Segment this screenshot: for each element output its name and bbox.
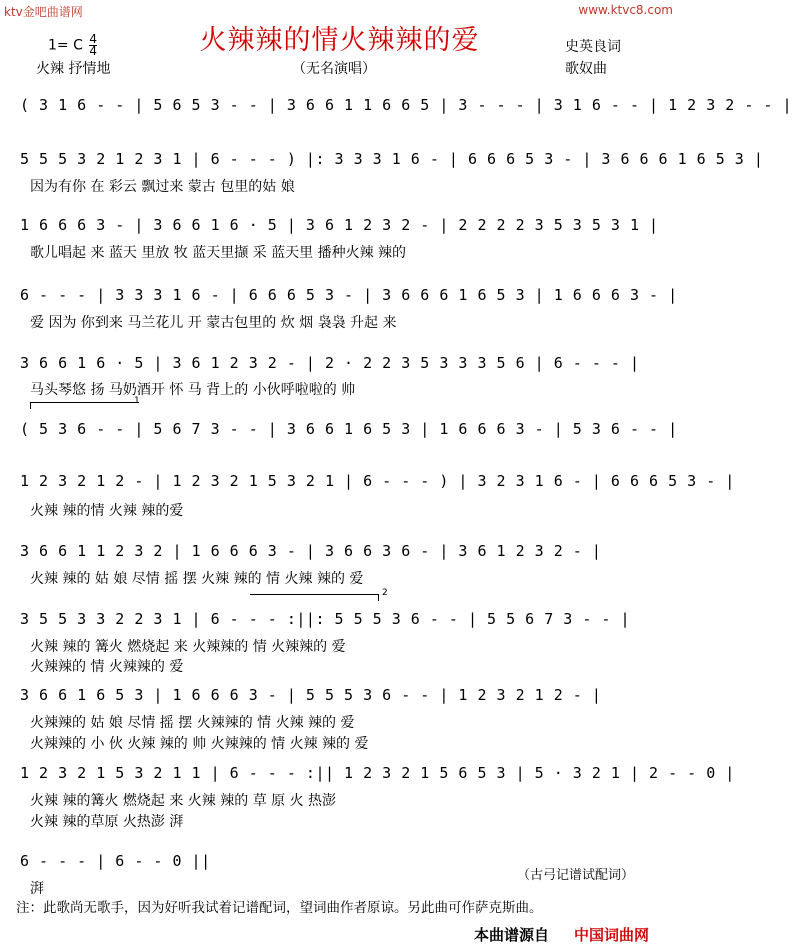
notation-line-7: 1 2 3 2 1 2 - | 1 2 3 2 1 5 3 2 1 | 6 - - - ) | 3 2 3 1 6 - | 6 6 6 5 3 - | <box>20 472 735 490</box>
composer: 歌奴曲 <box>565 61 607 77</box>
volta-bracket-2 <box>250 594 379 601</box>
volta-label-2: 2 <box>382 588 388 598</box>
lyric-line-9b: 火辣辣的 情 火辣辣的 爱 <box>30 659 184 675</box>
footnote: 注：此歌尚无歌手，因为好听我试着记谱配词，望词曲作者原谅。另此曲可作萨克斯曲。 <box>16 900 543 916</box>
notation-line-12: 6 - - - | 6 - - 0 || <box>20 852 211 870</box>
time-numerator: 4 <box>89 32 97 46</box>
volta-bracket-1 <box>30 402 139 409</box>
lyric-line-5: 马头琴悠 扬 马奶酒开 怀 马 背上的 小伙呼啦啦的 帅 <box>30 382 356 398</box>
notation-line-1: ( 3 1 6 - - | 5 6 5 3 - - | 3 6 6 1 1 6 6 5 | 3 - - - | 3 1 6 - - | 1 2 3 2 - - | <box>20 96 792 114</box>
key-signature <box>48 34 97 57</box>
lyric-line-7: 火辣 辣的情 火辣 辣的爱 <box>30 503 184 519</box>
lyric-line-8: 火辣 辣的 姑 娘 尽情 摇 摆 火辣 辣的 情 火辣 辣的 爱 <box>30 571 364 587</box>
lyric-line-9a: 火辣 辣的 篝火 燃烧起 来 火辣辣的 情 火辣辣的 爱 <box>30 639 346 655</box>
notation-line-4: 6 - - - | 3 3 3 1 6 - | 6 6 6 5 3 - | 3 6 6 6 1 6 5 3 | 1 6 6 6 3 - | <box>20 286 678 304</box>
footer-source-label: 本曲谱源自 <box>474 926 550 944</box>
lyric-line-10b: 火辣辣的 小 伙 火辣 辣的 帅 火辣辣的 情 火辣 辣的 爱 <box>30 736 369 752</box>
tempo-mood: 火辣 抒情地 <box>36 61 111 77</box>
notation-line-6: ( 5 3 6 - - | 5 6 7 3 - - | 3 6 6 1 6 5 3 | 1 6 6 6 3 - | 5 3 6 - - | <box>20 420 678 438</box>
lyric-line-3: 歌儿唱起 来 蓝天 里放 牧 蓝天里撷 采 蓝天里 播种火辣 辣的 <box>30 245 407 261</box>
lyric-line-11b: 火辣 辣的草原 火热澎 湃 <box>30 814 184 830</box>
notation-line-2: 5 5 5 3 2 1 2 3 1 | 6 - - - ) |: 3 3 3 1 6 - | 6 6 6 5 3 - | 3 6 6 6 1 6 5 3 | <box>20 150 764 168</box>
notation-line-5: 3 6 6 1 6 · 5 | 3 6 1 2 3 2 - | 2 · 2 2 3 5 3 3 3 5 6 | 6 - - - | <box>20 354 640 372</box>
transcriber-credit: （古弓记谱试配词） <box>517 868 635 883</box>
notation-line-11: 1 2 3 2 1 5 3 2 1 1 | 6 - - - :|| 1 2 3 2 1 5 6 5 3 | 5 · 3 2 1 | 2 - - 0 | <box>20 764 735 782</box>
footer-site-link[interactable]: 中国词曲网 <box>574 926 650 944</box>
lyric-line-11a: 火辣 辣的篝火 燃烧起 来 火辣 辣的 草 原 火 热澎 <box>30 793 337 809</box>
site-watermark-left: ktv金吧曲谱网 <box>4 5 83 19</box>
singer: （无名演唱） <box>292 61 376 77</box>
notation-line-8: 3 6 6 1 1 2 3 2 | 1 6 6 6 3 - | 3 6 6 3 6 - | 3 6 1 2 3 2 - | <box>20 542 602 560</box>
time-denominator: 4 <box>89 44 97 58</box>
volta-label-1: 1 <box>134 396 140 406</box>
song-title: 火辣辣的情火辣辣的爱 <box>199 25 480 56</box>
key-label: 1= C <box>48 37 83 54</box>
notation-line-10: 3 6 6 1 6 5 3 | 1 6 6 6 3 - | 5 5 5 3 6 - - | 1 2 3 2 1 2 - | <box>20 686 602 704</box>
lyricist: 史英良词 <box>565 39 621 55</box>
lyric-line-4: 爱 因为 你到来 马兰花儿 开 蒙古包里的 炊 烟 袅袅 升起 来 <box>30 315 397 331</box>
notation-line-3: 1 6 6 6 3 - | 3 6 6 1 6 · 5 | 3 6 1 2 3 2 - | 2 2 2 2 3 5 3 5 3 1 | <box>20 216 659 234</box>
lyric-line-10a: 火辣辣的 姑 娘 尽情 摇 摆 火辣辣的 情 火辣 辣的 爱 <box>30 715 355 731</box>
notation-line-9: 3 5 5 3 3 2 2 3 1 | 6 - - - :||: 5 5 5 3 6 - - | 5 5 6 7 3 - - | <box>20 610 630 628</box>
lyric-line-12: 湃 <box>30 881 44 897</box>
time-signature <box>89 34 97 57</box>
site-watermark-right: www.ktvc8.com <box>578 3 673 17</box>
lyric-line-2: 因为有你 在 彩云 飘过来 蒙古 包里的姑 娘 <box>30 179 295 195</box>
